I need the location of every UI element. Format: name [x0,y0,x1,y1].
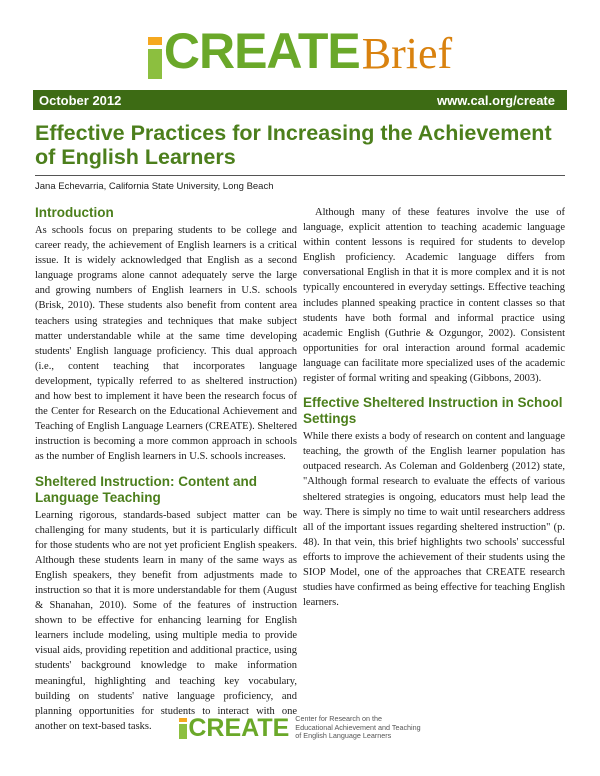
issue-date: October 2012 [39,92,122,108]
footer-tagline [295,715,420,741]
paragraph-introduction: As schools focus on preparing students to be college and career ready, the achievement of English learners is a critical issue. It is widely acknowledged that English as a second language programs alone cannot adequately serve the large and growing numbers of English learners in U.S. schools (Brisk, 2010). These students also benefit from content area teachers using strategies and techniques that make subject matter understandable while at the same time developing students' English language proficiency. This dual approach (i.e., content teaching that incorporates language development, typically referred to as sheltered instruction) and how best to implement it have been the research focus of the Center for Research on the Educational Achievement and Teaching of English Language Learners (CREATE). Sheltered instruction is becoming a more common approach in schools as the number of English learners in U.S. schools increases. [35,225,297,463]
paragraph-effective-sheltered: While there exists a body of research on content and language teaching, the growth of the English learner population has outpaced research. As Coleman and Goldenberg (2012) state, "Although formal research to evaluate the effects of various sheltered strategies is ongoing, educators must help lead the way. There is simply no time to wait until researchers address all of the important issues regarding sheltered instruction" (p. 48). In that vein, this brief highlights two schools' successful efforts to improve the achievement of their students using the SIOP Model, one of the approaches that CREATE research studies have confirmed as being effective for teaching English learners. [303,431,565,609]
website-url: www.cal.org/create [436,92,555,108]
logo-brief-text: Brief [361,29,453,78]
author-line: Jana Echevarria, California State University, Long Beach [35,181,274,192]
section-heading-effective-sheltered: Effective Sheltered Instruction in School Settings [303,395,563,427]
create-brief-logo [0,23,600,79]
logo-i-icon [148,35,162,79]
section-heading-introduction: Introduction [35,205,114,220]
footer-tagline-line-3: of English Language Learners [295,731,392,741]
footer-logo-text: CREATE [188,714,290,742]
footer-tagline-line-2: Educational Achievement and Teaching [295,722,421,732]
logo-create-text: CREATE [163,23,360,79]
brief-title: Effective Practices for Increasing the Achievement of English Learners [35,121,552,169]
left-column [35,205,297,734]
title-divider [35,175,565,176]
right-column [303,205,565,610]
paragraph-academic-language: Although many of these features involve the use of language, explicit attention to teaching academic language within content lessons is required for students to develop English proficiency. Academic language differs from conversational English in that it is more complex and it is not typically encountered in everyday settings. Effective teaching includes planned speaking practice in content classes so that students have both formal and informal practice using academic English (Guthrie & Ozgungor, 2002). Consistent opportunities for oral interaction around formal academic language can facilitate more specialized uses of the academic register of formal writing and speaking (Gibbons, 2003). [303,207,565,385]
header-banner [33,90,567,110]
footer [0,715,600,741]
paragraph-sheltered-instruction: Learning rigorous, standards-based subject matter can be challenging for many students, but it is particularly difficult for those students who are not yet proficient English speakers. Although these students learn in many of the same ways as English speakers, they benefit from adjustments made to instruction so that it is more understandable for them (August & Shanahan, 2010). Some of the features of instruction shown to be effective for enhancing learning for English learners include modeling, using multiple media to provide visual aids, providing repetition and additional practice, using students' background knowledge to make information meaningful, highlighting and teaching key vocabulary, building on students' native language proficiency, and planning opportunities for students to interact with one another on text-based tasks. [35,509,297,732]
footer-logo-i-icon [179,717,187,739]
footer-tagline-line-1: Center for Research on the [295,714,382,724]
section-heading-sheltered-instruction: Sheltered Instruction: Content and Language Teaching [35,473,258,505]
